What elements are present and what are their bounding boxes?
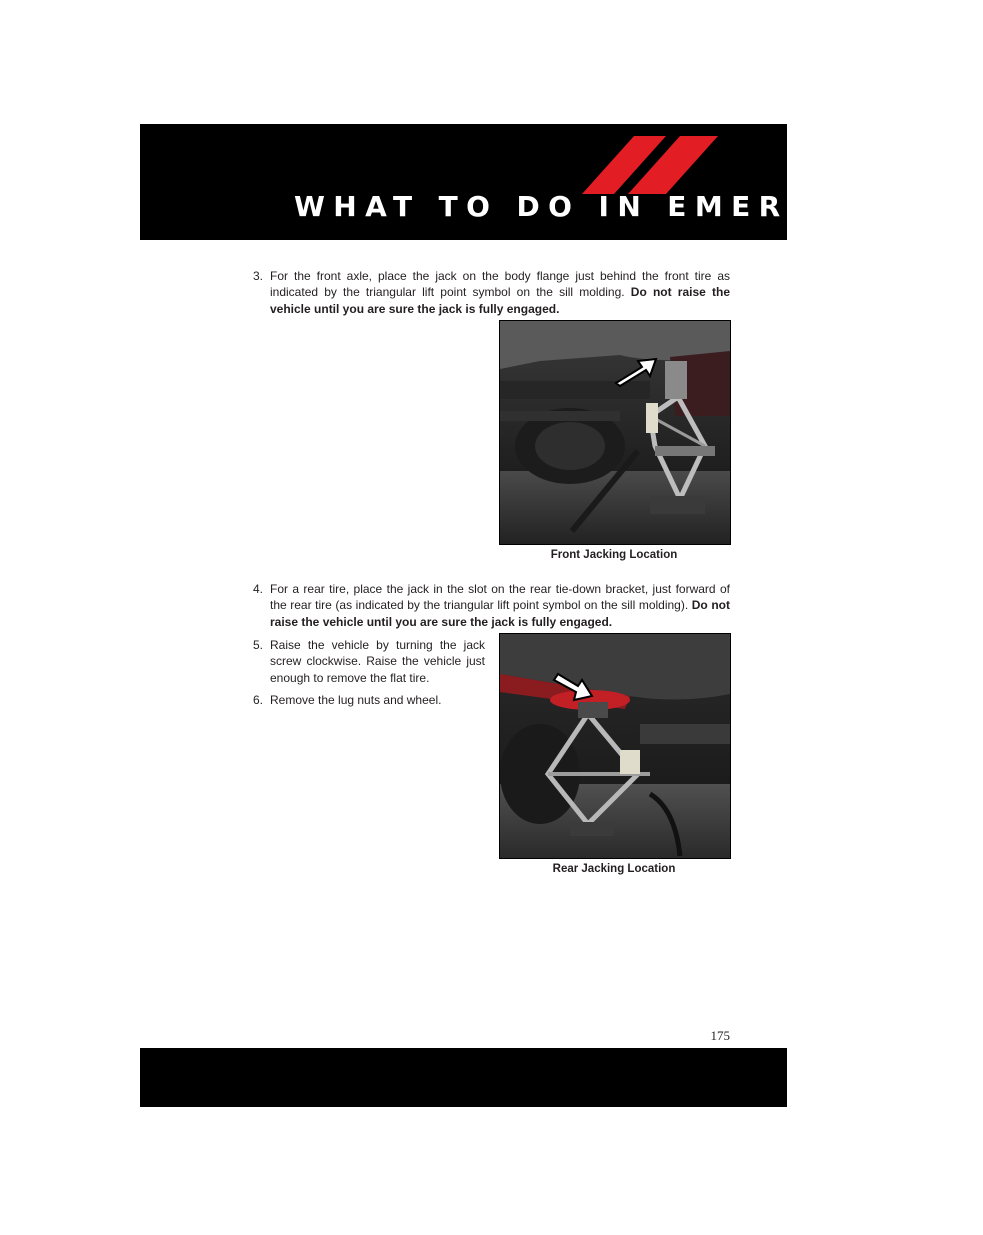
chapter-header [140, 124, 983, 240]
chapter-title: WHAT TO DO IN EMERGENCIES [294, 190, 983, 223]
step-6 [253, 692, 485, 708]
figure-caption-front: Front Jacking Location [550, 549, 678, 561]
step-number: 4. [253, 582, 264, 596]
step-number: 5. [253, 638, 264, 652]
footer-band [140, 1048, 787, 1107]
front-jacking-photo [499, 320, 731, 545]
step-3 [253, 268, 730, 317]
step-4 [253, 581, 730, 630]
step-text: For the front axle, place the jack on the body flange just behind the front tire as indicated by the triangular lift point symbol on the sill molding. [270, 269, 730, 300]
figure-caption-rear: Rear Jacking Location [552, 863, 676, 875]
step-warning: Do not raise the vehicle until you are sure the jack is fully engaged. [270, 285, 730, 316]
step-number: 6. [253, 693, 264, 707]
step-5 [253, 637, 485, 686]
step-text: Remove the lug nuts and wheel. [270, 693, 442, 707]
racing-stripes-logo [584, 130, 724, 188]
step-warning: Do not raise the vehicle until you are sure the jack is fully engaged. [270, 598, 730, 629]
step-text: Raise the vehicle by turning the jack screw clockwise. Raise the vehicle just enough to remove the flat tire. [270, 638, 485, 685]
step-text: For a rear tire, place the jack in the slot on the rear tie-down bracket, just forward of the rear tire (as indicated by the triangular lift point symbol on the sill molding). [270, 582, 730, 613]
step-number: 3. [253, 269, 264, 283]
page-number: 175 [710, 1028, 730, 1043]
rear-jacking-photo [499, 633, 731, 859]
